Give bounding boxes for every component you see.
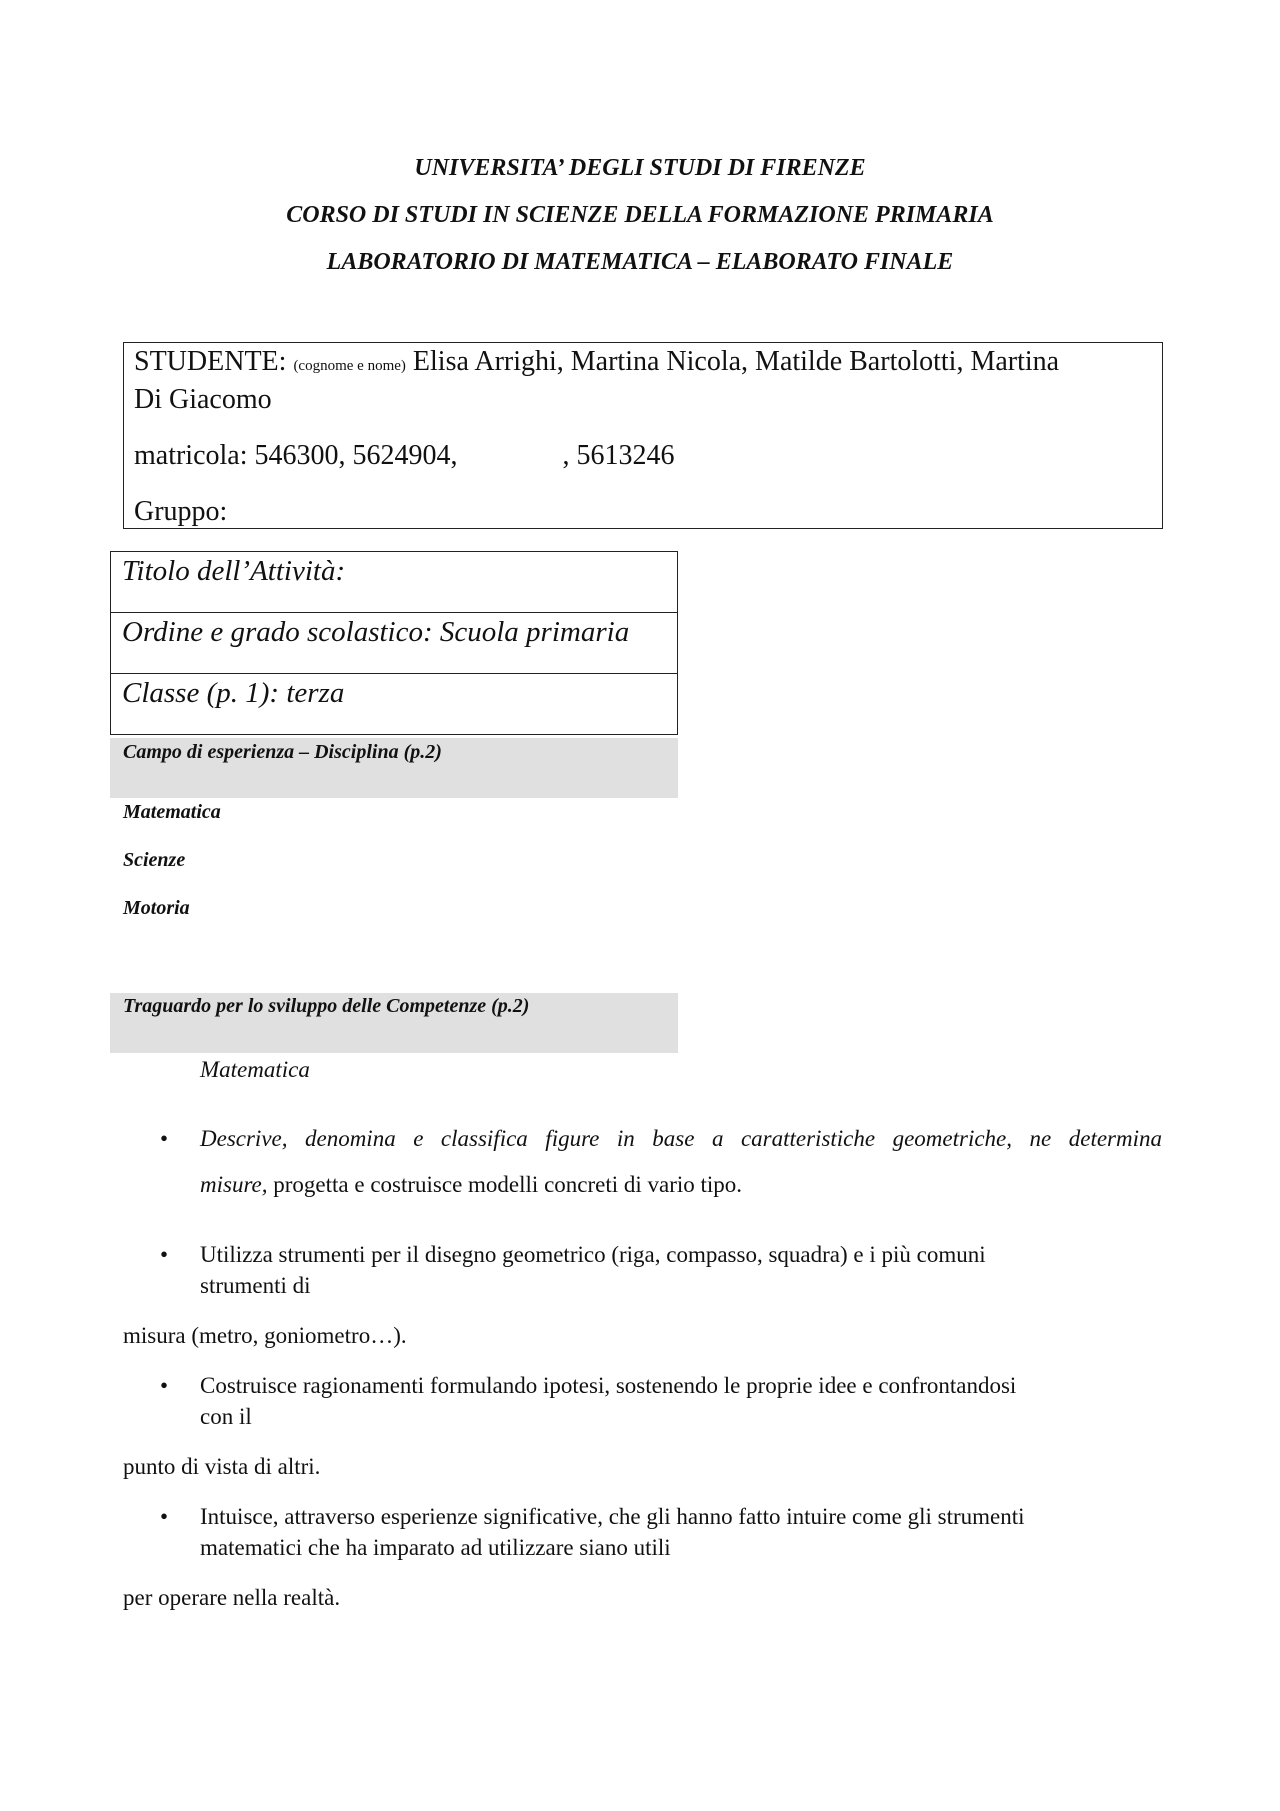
- activity-class: Classe (p. 1): terza: [111, 674, 678, 735]
- bullet-2-cont: misura (metro, goniometro…).: [123, 1323, 407, 1348]
- bullet-2-line1: Utilizza strumenti per il disegno geometrico (riga, compasso, squadra) e i più comuni: [200, 1242, 986, 1267]
- matricola-label: matricola: 546300, 5624904,: [134, 440, 458, 471]
- header-course: CORSO DI STUDI IN SCIENZE DELLA FORMAZIONE PRIMARIA: [286, 202, 994, 228]
- campo-item: Motoria: [123, 897, 190, 919]
- bullet-2-line2: strumenti di: [200, 1273, 311, 1298]
- student-names-cont: Di Giacomo: [134, 384, 272, 415]
- bullet-icon: •: [160, 1242, 169, 1267]
- traguardo-heading: Traguardo per lo sviluppo delle Competenze (p.2): [123, 995, 530, 1017]
- student-label: STUDENTE:: [134, 346, 287, 377]
- gruppo-label: Gruppo:: [134, 496, 228, 527]
- activity-title: Titolo dell’Attività:: [111, 552, 678, 613]
- campo-heading: Campo di esperienza – Disciplina (p.2): [123, 741, 442, 763]
- student-hint: (cognome e nome): [293, 358, 406, 374]
- campo-item: Matematica: [123, 801, 221, 823]
- traguardo-subject: Matematica: [200, 1057, 310, 1082]
- matricola-last: , 5613246: [562, 440, 675, 471]
- header-lab: LABORATORIO DI MATEMATICA – ELABORATO FINALE: [326, 249, 954, 275]
- campo-item: Scienze: [123, 849, 186, 871]
- matricola-line: [134, 437, 675, 475]
- student-info-box: [123, 342, 1163, 529]
- bullet-4-cont: per operare nella realtà.: [123, 1585, 341, 1610]
- bullet-3-line2: con il: [200, 1404, 252, 1429]
- activity-order: Ordine e grado scolastico: Scuola primaria: [111, 613, 678, 674]
- bullet-1-line2: [200, 1172, 742, 1198]
- student-line: [134, 343, 1059, 385]
- bullet-4-line1: Intuisce, attraverso esperienze significative, che gli hanno fatto intuire come gli strumenti: [200, 1504, 1025, 1529]
- bullet-icon: •: [160, 1504, 169, 1529]
- header-university: UNIVERSITA’ DEGLI STUDI DI FIRENZE: [414, 155, 866, 181]
- bullet-1-line1: Descrive, denomina e classifica figure in base a caratteristiche geometriche, ne determina: [200, 1126, 1162, 1151]
- student-names: Elisa Arrighi, Martina Nicola, Matilde Bartolotti, Martina: [412, 346, 1060, 377]
- bullet-3-cont: punto di vista di altri.: [123, 1454, 321, 1479]
- bullet-4-line2: matematici che ha imparato ad utilizzare siano utili: [200, 1535, 671, 1560]
- bullet-1-rest: progetta e costruisce modelli concreti di vario tipo.: [267, 1172, 743, 1197]
- bullet-icon: •: [160, 1373, 169, 1398]
- bullet-icon: •: [160, 1126, 169, 1151]
- bullet-3-line1: Costruisce ragionamenti formulando ipotesi, sostenendo le proprie idee e confrontandosi: [200, 1373, 1017, 1398]
- bullet-1-italic: misure,: [200, 1172, 268, 1197]
- activity-table: [110, 551, 678, 735]
